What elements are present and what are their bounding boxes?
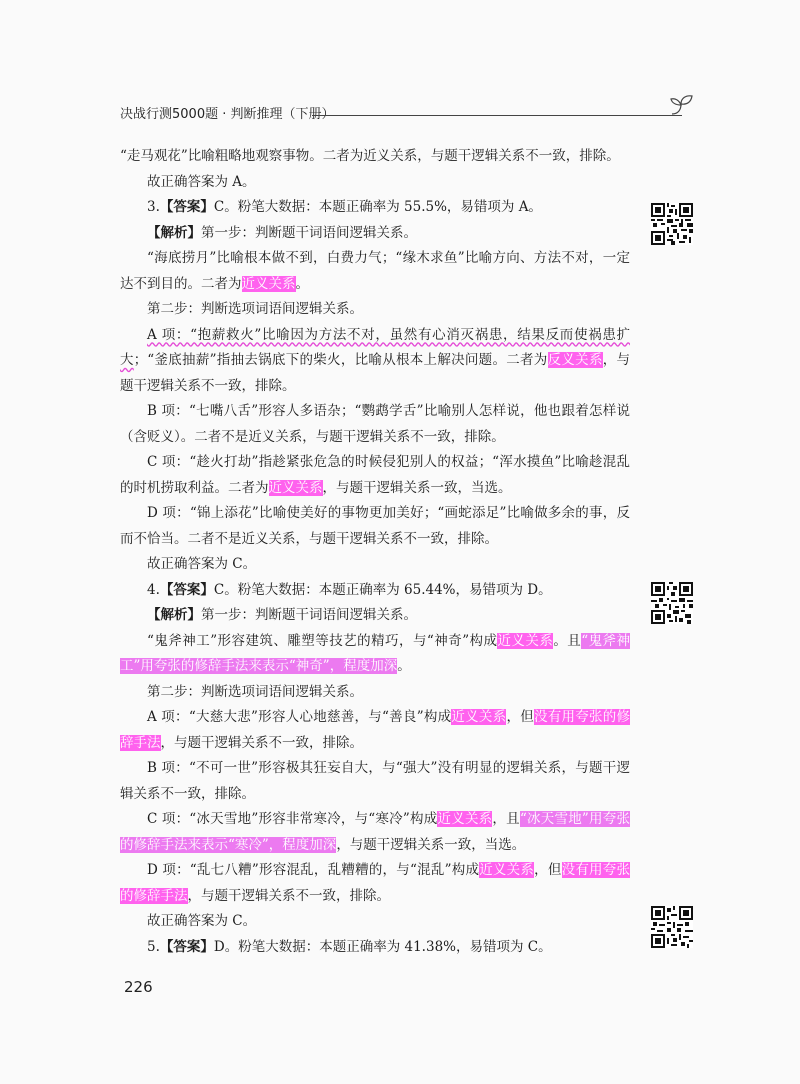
text-run: “海底捞月”比喻根本做不到，白费力气；“缘木求鱼”比喻方向、方法不对，一定达不到目的。二者为 <box>120 250 630 292</box>
step-one: 第一步：判断题干词语间逻辑关系。 <box>201 607 417 623</box>
q4-option-c <box>120 807 630 858</box>
text-run: D 项：“乱七八糟”形容混乱，乱糟糟的，与“混乱”构成 <box>147 862 480 878</box>
highlight-mark: 反义关系 <box>547 352 603 368</box>
q3-stem-analysis <box>120 246 630 297</box>
text-run: A 项：“大慈大悲”形容人心地慈善，与“善良”构成 <box>147 709 452 725</box>
highlight-mark: “冰天雪地”用夸张的修辞手法来表示“寒冷”，程度加深 <box>120 811 631 853</box>
text-run: ，与题干逻辑关系一致，当选。 <box>322 479 512 496</box>
q4-final-answer: 故正确答案为 C。 <box>147 913 257 929</box>
qr-code-icon <box>651 203 693 245</box>
qr-code-q5[interactable] <box>651 906 693 948</box>
q3-step-two: 第二步：判断选项词语间逻辑关系。 <box>147 301 363 317</box>
book-title: 决战行测5000题 · 判断推理（下册） <box>120 107 335 122</box>
running-header <box>120 104 690 126</box>
highlight-mark: 没有用夸张的修辞手法 <box>120 709 631 751</box>
highlight-mark: 近义关系 <box>479 862 535 878</box>
q5-answer-text: D。粉笔大数据：本题正确率为 41.38%，易错项为 C。 <box>213 938 552 955</box>
sprout-icon <box>668 92 694 118</box>
highlight-mark: 近义关系 <box>497 632 554 649</box>
q3-option-a <box>120 323 630 400</box>
step-one: 第一步：判断题干词语间逻辑关系。 <box>201 224 417 241</box>
answer-tag: 【答案】 <box>159 938 214 955</box>
q4-number: 4. <box>147 581 160 598</box>
q4-answer-line <box>120 578 630 604</box>
answer-tag: 【答案】 <box>159 581 214 598</box>
q4-option-d <box>120 858 630 909</box>
text-run: 。 <box>397 658 411 674</box>
text-run: 。 <box>295 275 309 292</box>
q3-answer-text: C。粉笔大数据：本题正确率为 55.5%，易错项为 A。 <box>213 199 542 215</box>
qr-code-icon <box>651 906 693 948</box>
answer-tag: 【答案】 <box>159 199 214 215</box>
text-run: ；“釜底抽薪”指抽去锅底下的柴火，比喻从根本上解决问题。二者为 <box>133 352 548 368</box>
qr-code-q3[interactable] <box>651 203 693 245</box>
q3-option-c <box>120 450 630 501</box>
qr-code-icon <box>651 582 693 624</box>
q3-option-d: D 项：“锦上添花”比喻使美好的事物更加美好；“画蛇添足”比喻做多余的事，反而不恰当。二者不是近义关系，与题干逻辑关系不一致，排除。 <box>120 505 630 547</box>
text-run: C 项：“趁火打劫”指趁紧张危急的时候侵犯别人的权益；“浑水摸鱼”比喻趁混乱的时机捞取利益。二者为 <box>120 454 630 496</box>
q3-final-answer: 故正确答案为 C。 <box>147 556 257 572</box>
highlight-mark: 近义关系 <box>437 811 493 827</box>
answer-explanations <box>120 144 630 960</box>
q4-answer-text: C。粉笔大数据：本题正确率为 65.44%，易错项为 D。 <box>213 581 552 598</box>
q5-number: 5. <box>147 938 160 955</box>
text-run: ，且 <box>492 811 520 827</box>
analysis-tag: 【解析】 <box>147 224 201 241</box>
highlight-mark: “鬼斧神工”用夸张的修辞手法来表示“神奇”，程度加深 <box>120 632 631 674</box>
highlight-mark: 近义关系 <box>241 275 296 292</box>
highlight-mark: 没有用夸张的修辞手法 <box>120 862 631 904</box>
q4-option-b: B 项：“不可一世”形容极其狂妄自大，与“强大”没有明显的逻辑关系，与题干逻辑关系不一致，排除。 <box>120 760 630 802</box>
q3-answer-line <box>120 195 630 221</box>
highlight-mark: 近义关系 <box>268 479 323 496</box>
header-rule <box>312 115 682 116</box>
q4-analysis-line <box>120 603 630 629</box>
text-run: “鬼斧神工”形容建筑、雕塑等技艺的精巧，与“神奇”构成 <box>147 632 498 649</box>
analysis-tag: 【解析】 <box>147 607 201 623</box>
page-number: 226 <box>124 978 153 996</box>
paragraph-continuation: “走马观花”比喻粗略地观察事物。二者为近义关系，与题干逻辑关系不一致，排除。 <box>120 148 620 164</box>
q4-step-two: 第二步：判断选项词语间逻辑关系。 <box>147 683 363 700</box>
text-run: C 项：“冰天雪地”形容非常寒冷，与“寒冷”构成 <box>147 811 438 827</box>
q2-answer: 故正确答案为 A。 <box>147 173 256 190</box>
q3-option-b: B 项：“七嘴八舌”形容人多语杂；“鹦鹉学舌”比喻别人怎样说，他也跟着怎样说（含贬义）。二者不是近义关系，与题干逻辑关系不一致，排除。 <box>120 403 630 445</box>
q5-answer-line <box>120 935 630 961</box>
wavy-underline-mark: A 项：“抱薪救火”比喻因为方法不对，虽然有心消灭祸患，结果反而使祸患扩大 <box>120 326 630 368</box>
highlight-mark: 近义关系 <box>451 709 507 725</box>
text-run: ，与题干逻辑关系不一致，排除。 <box>160 734 363 751</box>
text-run: 。且 <box>553 632 582 649</box>
q3-analysis-line <box>120 221 630 247</box>
text-run: ，与题干逻辑关系一致，当选。 <box>336 836 526 853</box>
q3-number: 3. <box>147 199 160 215</box>
q4-option-a <box>120 705 630 756</box>
text-run: ，但 <box>534 862 562 878</box>
qr-code-q4[interactable] <box>651 582 693 624</box>
q4-stem-analysis <box>120 629 630 680</box>
text-run: ，与题干逻辑关系不一致，排除。 <box>120 352 631 394</box>
text-run: ，但 <box>506 709 534 725</box>
text-run: ，与题干逻辑关系不一致，排除。 <box>187 887 390 904</box>
